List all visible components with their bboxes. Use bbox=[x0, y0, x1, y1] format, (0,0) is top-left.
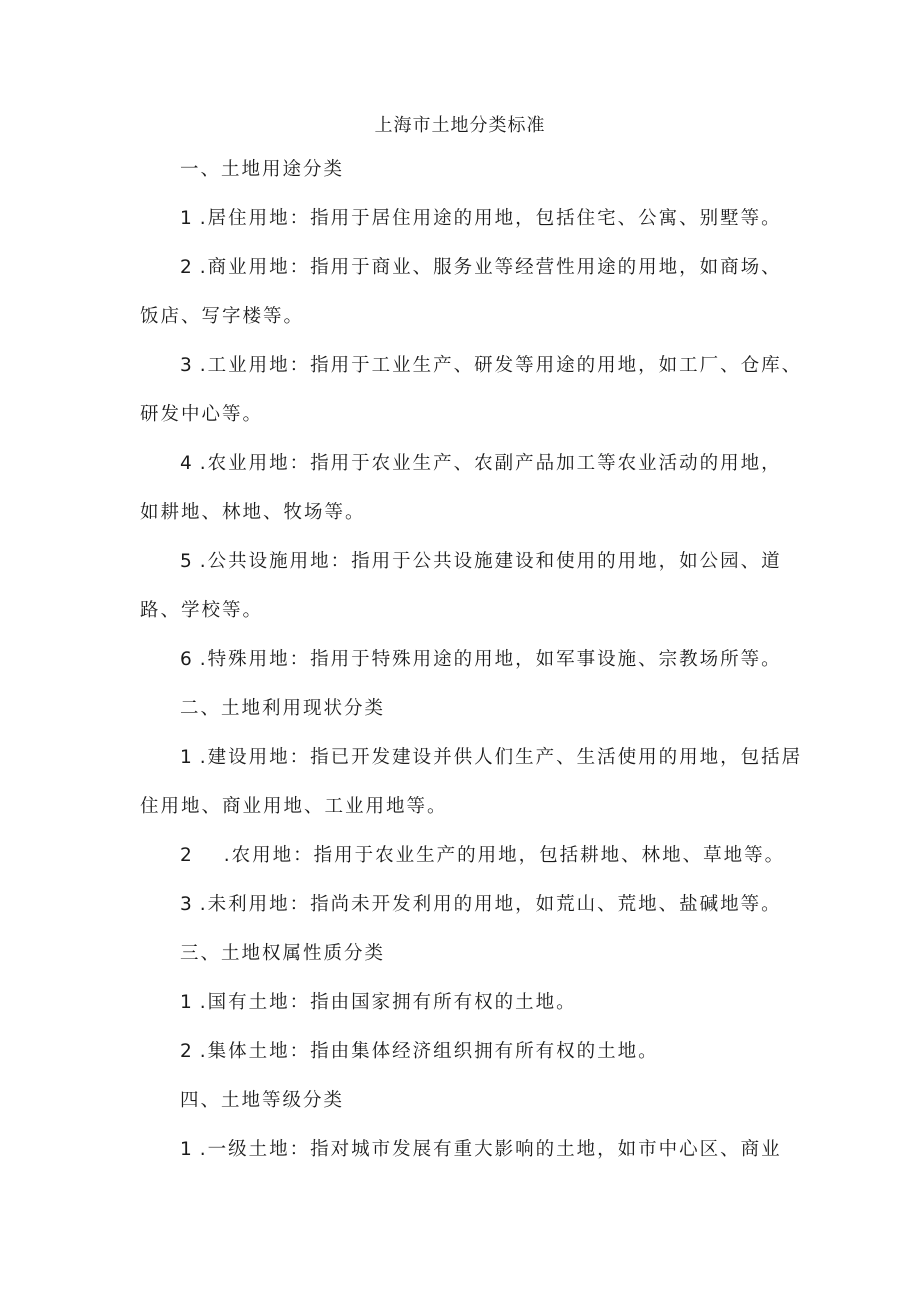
item-number: 3 bbox=[180, 894, 194, 915]
section-heading-1: 一、土地用途分类 bbox=[180, 159, 345, 180]
document-title: 上海市土地分类标准 bbox=[374, 115, 546, 136]
item-number: 1 bbox=[180, 747, 194, 768]
item-text: .商业用地：指用于商业、服务业等经营性用途的用地，如商场、 bbox=[199, 257, 782, 278]
item-text: .集体土地：指由集体经济组织拥有所有权的土地。 bbox=[199, 1041, 659, 1062]
list-item bbox=[180, 989, 577, 1017]
item-text: .建设用地：指已开发建设并供人们生产、生活使用的用地，包括居 bbox=[199, 747, 803, 768]
item-text: .公共设施用地：指用于公共设施建设和使用的用地，如公园、道 bbox=[199, 551, 782, 572]
section-heading-4: 四、土地等级分类 bbox=[180, 1090, 345, 1111]
list-item bbox=[180, 842, 785, 870]
item-continuation: 路、学校等。 bbox=[140, 600, 264, 621]
item-text: .居住用地：指用于居住用途的用地，包括住宅、公寓、别墅等。 bbox=[199, 208, 782, 229]
item-number: 1 bbox=[180, 1139, 194, 1160]
item-text: .农业用地：指用于农业生产、农副产品加工等农业活动的用地， bbox=[199, 453, 782, 474]
item-text: .特殊用地：指用于特殊用途的用地，如军事设施、宗教场所等。 bbox=[199, 649, 782, 670]
list-item bbox=[180, 205, 782, 233]
list-item bbox=[180, 891, 782, 919]
item-text: .农用地：指用于农业生产的用地，包括耕地、林地、草地等。 bbox=[223, 845, 786, 866]
list-item bbox=[180, 744, 802, 772]
item-number: 5 bbox=[180, 551, 194, 572]
list-item bbox=[180, 352, 802, 380]
item-number: 4 bbox=[180, 453, 194, 474]
item-number: 2 bbox=[180, 257, 194, 278]
item-number: 2 bbox=[180, 845, 194, 866]
item-continuation: 如耕地、林地、牧场等。 bbox=[140, 502, 366, 523]
item-number: 3 bbox=[180, 355, 194, 376]
item-text: .未利用地：指尚未开发利用的用地，如荒山、荒地、盐碱地等。 bbox=[199, 894, 782, 915]
item-continuation: 饭店、写字楼等。 bbox=[140, 306, 305, 327]
item-text: .国有土地：指由国家拥有所有权的土地。 bbox=[199, 992, 577, 1013]
item-number: 6 bbox=[180, 649, 194, 670]
item-text: .工业用地：指用于工业生产、研发等用途的用地，如工厂、仓库、 bbox=[199, 355, 803, 376]
item-continuation: 研发中心等。 bbox=[140, 404, 264, 425]
list-item bbox=[180, 1136, 782, 1164]
item-number: 1 bbox=[180, 992, 194, 1013]
item-number: 2 bbox=[180, 1041, 194, 1062]
item-continuation: 住用地、商业用地、工业用地等。 bbox=[140, 796, 448, 817]
list-item bbox=[180, 254, 782, 282]
section-heading-2: 二、土地利用现状分类 bbox=[180, 698, 386, 719]
list-item bbox=[180, 646, 782, 674]
item-number: 1 bbox=[180, 208, 194, 229]
list-item bbox=[180, 450, 782, 478]
item-text: .一级土地：指对城市发展有重大影响的土地，如市中心区、商业 bbox=[199, 1139, 782, 1160]
section-heading-3: 三、土地权属性质分类 bbox=[180, 943, 386, 964]
list-item bbox=[180, 548, 782, 576]
list-item bbox=[180, 1038, 659, 1066]
